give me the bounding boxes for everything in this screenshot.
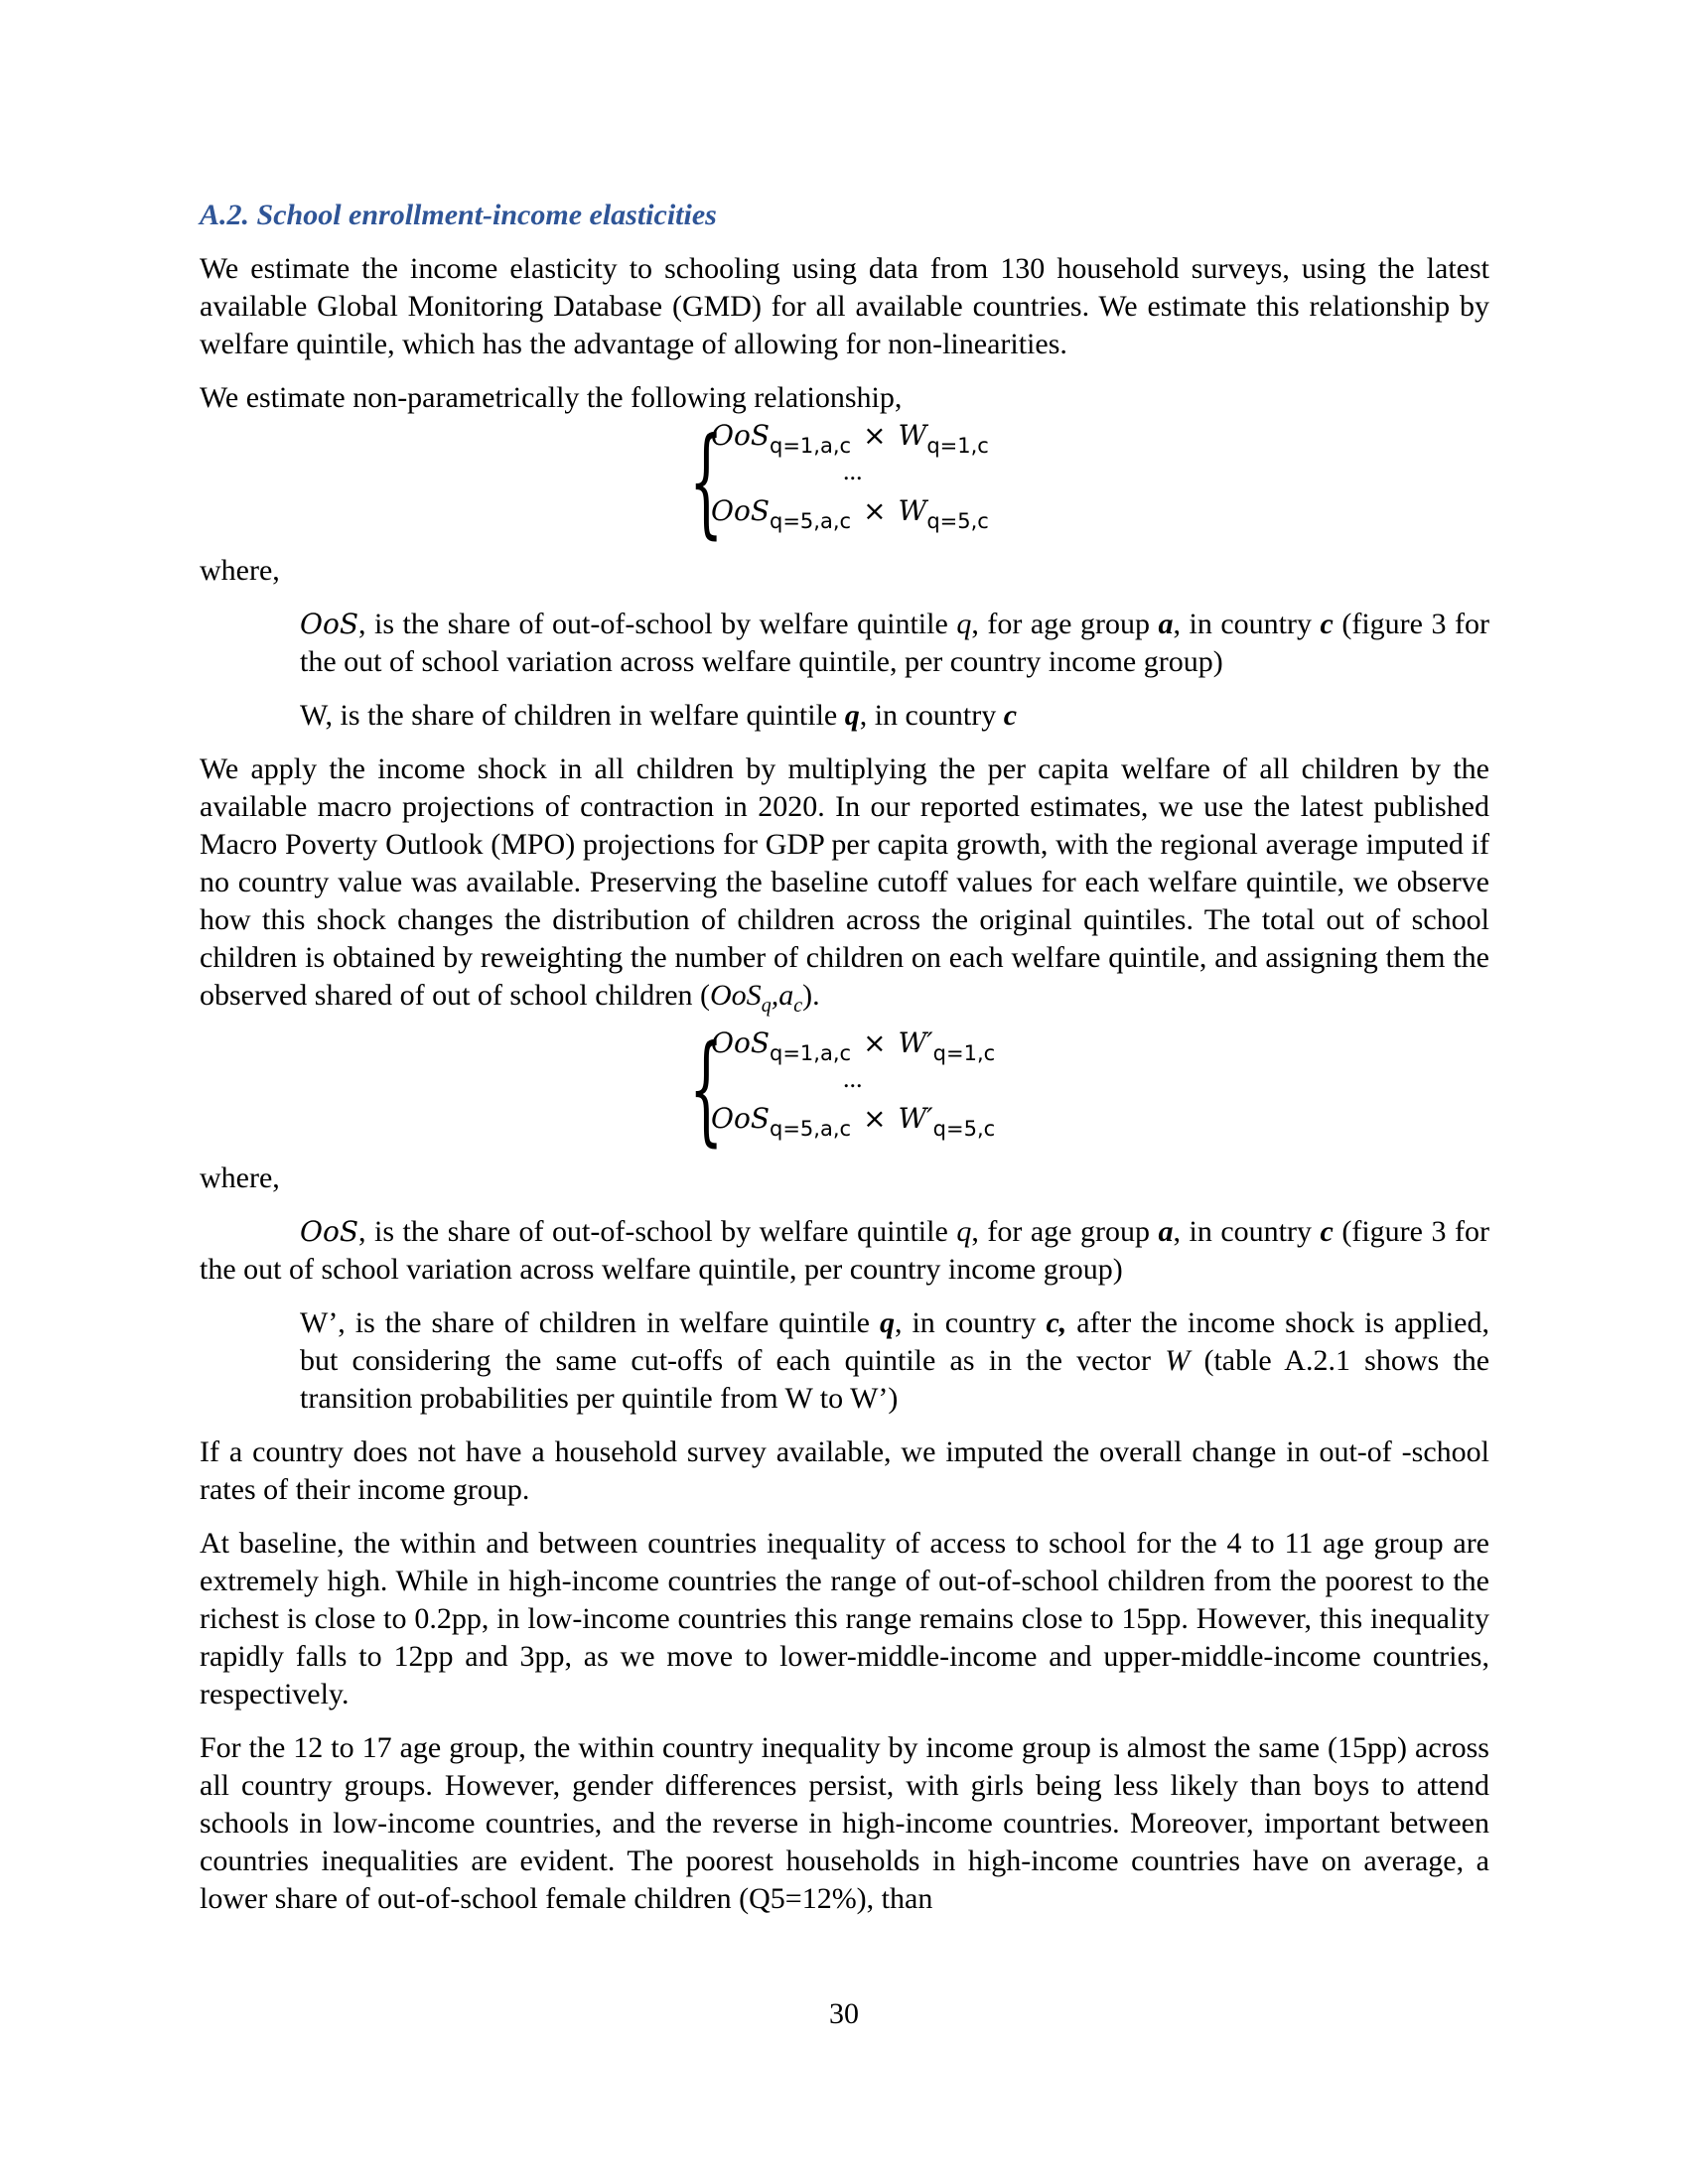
equation-row-q1: $OoS_{q=1,a,c} \times W_{q=1,c}$ [711,419,989,458]
equation-row-q1: $OoS_{q=1,a,c} \times W'_{q=1,c}$ [711,1026,996,1065]
section-heading: A.2. School enrollment-income elasticities [200,199,717,231]
equation-row-q5: $OoS_{q=5,a,c} \times W_{q=5,c}$ [711,494,989,533]
definition-oos-1: OoS, is the share of out-of-school by welfare quintile q, for age group a, in country c (figure 3 for the out of school variation across welfare quintile, per country income group) [300,608,1489,678]
definition-w: W, is the share of children in welfare quintile q, in country c [300,699,1018,732]
paragraph-2: We estimate non-parametrically the following relationship, [200,381,903,414]
where-label-2: where, [200,1161,280,1194]
equation-ellipsis: ... [843,1064,863,1093]
equation-row-q5: $OoS_{q=5,a,c} \times W'_{q=5,c}$ [711,1102,996,1141]
paragraph-4: If a country does not have a household survey available, we imputed the overall change in out-of -school rates of their income group. [200,1435,1489,1506]
paragraph-3: We apply the income shock in all children by multiplying the per capita welfare of all children by the available macro projections of contraction in 2020. In our reported estimates, we use the latest published Macro Poverty Outlook (MPO) projections for GDP per capita growth, with the regional average imputed if no country value was available. Preserving the baseline cutoff values for each welfare quintile, we observe how this shock changes the distribution of children across the original quintiles. The total out of school children is obtained by reweighting the number of children on each welfare quintile, and assigning them the observed shared of out of school children $(OoS_q,a_c)$. [200,752,1489,1017]
left-brace-icon: { [689,413,724,551]
definition-w-prime: W’, is the share of children in welfare quintile q, in country c, after the income shock is applied, but considering the same cut-offs of each quintile as in the vector W (table A.2.1 shows the transition probabilities per quintile from W to W’) [300,1306,1490,1415]
equation-system-1 [200,413,1489,551]
paragraph-5: At baseline, the within and between countries inequality of access to school for the 4 to 11 age group are extremely high. While in high-income countries the range of out-of-school children from the poorest to the richest is close to 0.2pp, in low-income countries this range remains close to 15pp. However, this inequality rapidly falls to 12pp and 3pp, as we move to lower-middle-income and upper-middle-income countries, respectively. [200,1527,1489,1710]
equation-ellipsis: ... [843,457,863,485]
page-content [200,197,1489,1918]
definition-oos-2: OoS, is the share of out-of-school by welfare quintile q, for age group a, in country c (figure 3 for the out of school variation across welfare quintile, per country income group) [200,1215,1489,1286]
page-number: 30 [829,1997,859,2030]
paragraph-6: For the 12 to 17 age group, the within country inequality by income group is almost the same (15pp) across all country groups. However, gender differences persist, with girls being less likely than boys to attend schools in low-income countries, and the reverse in high-income countries. Moreover, important between countries inequalities are evident. The poorest households in high-income countries have on average, a lower share of out-of-school female children (Q5=12%), than [200,1731,1489,1915]
equation-system-2 [200,1021,1489,1159]
paragraph-1: We estimate the income elasticity to schooling using data from 130 household surveys, using the latest available Global Monitoring Database (GMD) for all available countries. We estimate this relationship by welfare quintile, which has the advantage of allowing for non-linearities. [200,252,1489,360]
left-brace-icon: { [689,1021,724,1159]
where-label-1: where, [200,554,280,587]
